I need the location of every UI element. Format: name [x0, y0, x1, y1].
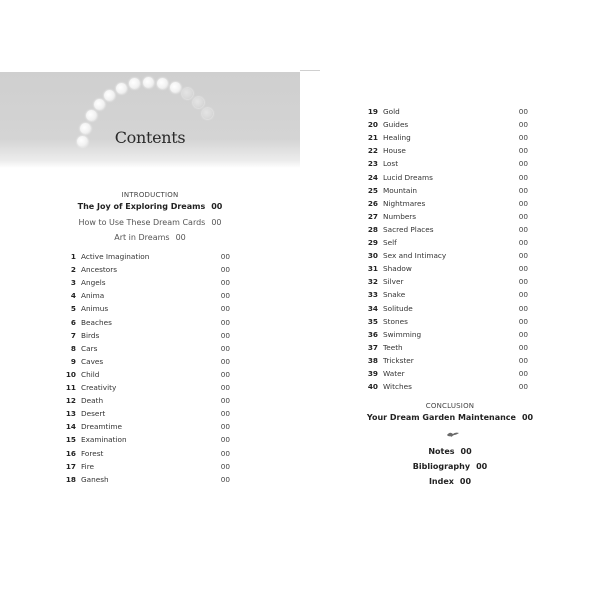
chapter-title: Solitude	[383, 303, 413, 313]
chapter-title: Death	[81, 396, 104, 406]
chapter-title: Forest	[81, 448, 104, 458]
moon-phase-icon	[143, 77, 154, 88]
chapter-page-number: 00	[518, 342, 528, 352]
chapter-number: 20	[367, 120, 378, 130]
intro-entry-title: How to Use These Dream Cards	[78, 218, 206, 227]
chapter-row[interactable]	[366, 171, 528, 184]
chapter-page-number: 00	[220, 278, 230, 288]
chapter-title: Shadow	[383, 264, 412, 274]
chapter-page-number: 00	[518, 329, 528, 339]
chapter-title: Angels	[81, 278, 106, 288]
chapter-row[interactable]	[64, 342, 230, 355]
back-matter-entry[interactable]	[300, 447, 600, 456]
chapter-row[interactable]	[366, 223, 528, 236]
moon-phase-icon	[157, 78, 168, 89]
conclusion-entry-title: Your Dream Garden Maintenance	[366, 413, 516, 422]
chapter-title: Caves	[81, 356, 104, 366]
chapter-number: 14	[65, 422, 76, 432]
chapter-page-number: 00	[518, 369, 528, 378]
chapter-page-number: 00	[518, 172, 528, 182]
chapter-row[interactable]	[366, 236, 528, 249]
chapter-title: Stones	[383, 316, 408, 326]
chapter-row[interactable]	[366, 105, 528, 118]
chapter-title: Dreamtime	[81, 422, 123, 432]
chapter-number: 23	[367, 159, 378, 169]
chapter-title: Lost	[383, 159, 399, 169]
intro-entry[interactable]	[0, 233, 300, 242]
chapter-title: Swimming	[383, 329, 422, 339]
intro-entry-page: 00	[175, 233, 186, 242]
chapter-number: 10	[65, 369, 76, 379]
chapter-title: Active Imagination	[81, 252, 150, 261]
chapter-row[interactable]	[64, 420, 230, 433]
chapter-number: 9	[70, 356, 76, 366]
chapter-row[interactable]	[366, 131, 528, 144]
chapter-title: Healing	[383, 133, 411, 143]
chapter-row[interactable]	[366, 302, 528, 315]
chapter-row[interactable]	[64, 329, 230, 342]
chapter-page-number: 00	[220, 422, 230, 432]
chapter-title: Witches	[383, 382, 412, 392]
intro-entry-page: 00	[211, 218, 222, 227]
chapter-title: Snake	[383, 290, 406, 300]
chapter-title: Guides	[383, 120, 409, 130]
chapter-title: Creativity	[81, 383, 117, 392]
chapter-page-number: 00	[220, 383, 230, 392]
chapter-row[interactable]	[366, 118, 528, 131]
chapter-row[interactable]	[366, 380, 528, 393]
chapter-number: 25	[367, 185, 378, 195]
moon-phase-icon	[86, 110, 97, 121]
moon-phase-icon	[170, 82, 181, 93]
chapter-row[interactable]	[64, 250, 230, 263]
conclusion-entry[interactable]	[300, 413, 600, 422]
chapter-number: 28	[367, 224, 378, 234]
chapter-number: 39	[367, 369, 378, 378]
chapter-title: Numbers	[383, 211, 417, 221]
chapter-row[interactable]	[366, 328, 528, 341]
chapter-number: 34	[367, 303, 378, 313]
conclusion-entry-page: 00	[521, 413, 534, 422]
chapter-page-number: 00	[518, 159, 528, 169]
chapter-page-number: 00	[220, 291, 230, 301]
chapter-row[interactable]	[366, 210, 528, 223]
chapter-row[interactable]	[64, 316, 230, 329]
chapter-page-number: 00	[220, 409, 230, 419]
chapter-row[interactable]	[64, 263, 230, 276]
chapter-row[interactable]	[64, 433, 230, 446]
chapter-number: 2	[70, 265, 76, 275]
bird-ornament-icon	[446, 430, 460, 438]
chapter-title: Lucid Dreams	[383, 172, 433, 182]
page-title: Contents	[114, 128, 186, 147]
chapter-number: 18	[65, 474, 76, 484]
chapter-page-number: 00	[518, 224, 528, 234]
chapter-page-number: 00	[220, 448, 230, 458]
chapter-number: 33	[367, 290, 378, 300]
chapter-row[interactable]	[366, 197, 528, 210]
chapter-row[interactable]	[64, 289, 230, 302]
chapter-number: 8	[70, 343, 76, 353]
chapter-row[interactable]	[366, 262, 528, 275]
chapter-number: 37	[367, 342, 378, 352]
moon-phase-icon	[193, 97, 204, 108]
chapter-number: 1	[70, 252, 76, 261]
chapter-number: 15	[65, 435, 76, 445]
chapter-row[interactable]	[64, 460, 230, 473]
back-matter-page: 00	[476, 462, 488, 471]
back-matter-entry[interactable]	[300, 477, 600, 486]
back-matter-title: Bibliography	[412, 462, 471, 471]
back-matter-title: Notes	[428, 447, 455, 456]
chapter-number: 38	[367, 355, 378, 365]
chapter-row[interactable]	[366, 341, 528, 354]
chapter-row[interactable]	[64, 447, 230, 460]
chapter-page-number: 00	[518, 264, 528, 274]
chapter-title: Sex and Intimacy	[383, 251, 447, 261]
chapter-page-number: 00	[220, 474, 230, 484]
chapter-title: Beaches	[81, 317, 112, 327]
chapter-title: Water	[383, 369, 405, 378]
chapter-row[interactable]	[64, 381, 230, 394]
chapter-number: 3	[70, 278, 76, 288]
chapter-row[interactable]	[64, 407, 230, 420]
chapter-title: Mountain	[383, 185, 417, 195]
back-matter-page: 00	[459, 477, 472, 486]
right-page	[300, 0, 600, 600]
chapter-number: 32	[367, 277, 378, 287]
chapter-page-number: 00	[518, 211, 528, 221]
chapter-row[interactable]	[64, 394, 230, 407]
chapter-title: Desert	[81, 409, 106, 419]
chapter-number: 40	[367, 382, 378, 392]
chapter-number: 6	[70, 317, 76, 327]
chapter-page-number: 00	[518, 277, 528, 287]
chapter-page-number: 00	[518, 146, 528, 156]
chapter-page-number: 00	[518, 133, 528, 143]
chapter-page-number: 00	[518, 107, 528, 116]
chapter-number: 26	[367, 198, 378, 208]
chapter-title: Teeth	[383, 342, 403, 352]
intro-entry-title: Art in Dreams	[114, 233, 170, 242]
intro-entry-page: 00	[211, 202, 223, 211]
back-matter-title: Index	[428, 477, 454, 486]
chapter-number: 17	[65, 461, 76, 471]
chapter-page-number: 00	[220, 304, 230, 314]
chapter-page-number: 00	[518, 290, 528, 300]
chapter-page-number: 00	[220, 356, 230, 366]
chapter-title: Examination	[81, 435, 127, 445]
chapter-number: 13	[65, 409, 76, 419]
chapter-number: 19	[367, 107, 378, 116]
chapter-number: 27	[367, 211, 378, 221]
chapter-title: Sacred Places	[383, 224, 434, 234]
chapter-number: 24	[367, 172, 378, 182]
chapter-page-number: 00	[220, 461, 230, 471]
chapter-title: House	[383, 146, 406, 156]
chapter-title: Nightmares	[383, 198, 426, 208]
chapter-page-number: 00	[220, 396, 230, 406]
intro-entry[interactable]	[0, 202, 300, 211]
chapter-number: 21	[367, 133, 378, 143]
moon-phase-icon	[94, 99, 105, 110]
chapter-title: Child	[81, 369, 100, 379]
chapter-number: 16	[65, 448, 76, 458]
chapter-row[interactable]	[64, 368, 230, 381]
chapter-page-number: 00	[518, 355, 528, 365]
chapter-number: 7	[70, 330, 76, 340]
chapter-title: Trickster	[383, 355, 414, 365]
back-matter-page: 00	[460, 447, 472, 456]
chapter-title: Gold	[383, 107, 400, 116]
chapter-title: Animus	[81, 304, 109, 314]
chapter-title: Anima	[81, 291, 105, 301]
chapter-page-number: 00	[220, 435, 230, 445]
chapter-title: Cars	[81, 343, 98, 353]
chapter-title: Birds	[81, 330, 100, 340]
chapter-page-number: 00	[518, 382, 528, 392]
chapter-row[interactable]	[366, 367, 528, 380]
chapter-row[interactable]	[366, 354, 528, 367]
chapter-page-number: 00	[518, 238, 528, 247]
chapter-page-number: 00	[220, 252, 230, 261]
moon-phase-icon	[202, 108, 213, 119]
chapter-row[interactable]	[366, 144, 528, 157]
chapter-title: Self	[383, 238, 397, 247]
chapter-title: Silver	[383, 277, 404, 287]
chapter-page-number: 00	[220, 330, 230, 340]
chapter-number: 30	[367, 251, 378, 261]
chapter-row[interactable]	[366, 288, 528, 301]
chapter-number: 36	[367, 329, 378, 339]
chapter-page-number: 00	[518, 120, 528, 130]
chapter-title: Ganesh	[81, 474, 109, 484]
chapter-page-number: 00	[518, 251, 528, 261]
chapter-page-number: 00	[518, 303, 528, 313]
intro-entry[interactable]	[0, 218, 300, 227]
chapter-title: Ancestors	[81, 265, 118, 275]
intro-entry-title: The Joy of Exploring Dreams	[77, 202, 206, 211]
moon-phase-icon	[104, 90, 115, 101]
chapter-page-number: 00	[518, 185, 528, 195]
chapter-row[interactable]	[64, 473, 230, 486]
chapter-number: 11	[65, 383, 76, 392]
chapter-page-number: 00	[220, 317, 230, 327]
chapter-page-number: 00	[518, 198, 528, 208]
chapter-page-number: 00	[518, 316, 528, 326]
chapter-row[interactable]	[366, 275, 528, 288]
chapter-page-number: 00	[220, 265, 230, 275]
chapter-page-number: 00	[220, 343, 230, 353]
chapter-number: 5	[70, 304, 76, 314]
moon-phase-icon	[116, 83, 127, 94]
chapter-number: 35	[367, 316, 378, 326]
conclusion-section-label: CONCLUSION	[425, 402, 475, 410]
chapter-number: 31	[367, 264, 378, 274]
chapter-number: 12	[65, 396, 76, 406]
chapter-row[interactable]	[366, 184, 528, 197]
back-matter-entry[interactable]	[300, 462, 600, 471]
chapter-row[interactable]	[366, 315, 528, 328]
chapter-number: 22	[367, 146, 378, 156]
chapter-row[interactable]	[366, 249, 528, 262]
chapter-row[interactable]	[64, 302, 230, 315]
intro-section-label: INTRODUCTION	[121, 191, 179, 199]
chapter-row[interactable]	[64, 355, 230, 368]
chapter-row[interactable]	[64, 276, 230, 289]
chapter-number: 4	[70, 291, 76, 301]
chapter-title: Fire	[81, 461, 95, 471]
chapter-number: 29	[367, 238, 378, 247]
chapter-page-number: 00	[220, 369, 230, 379]
chapter-row[interactable]	[366, 157, 528, 170]
